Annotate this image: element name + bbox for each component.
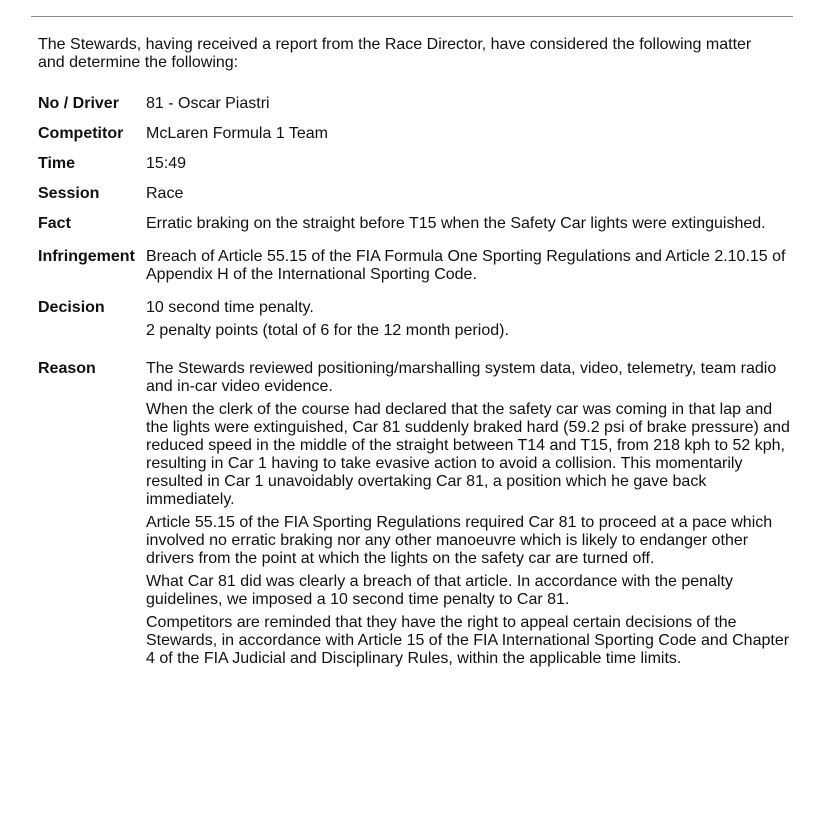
field-label: Reason <box>38 360 96 377</box>
field-label: Time <box>38 155 76 172</box>
field-label: Competitor <box>38 125 124 142</box>
intro-text: The Stewards, having received a report from the Race Director, have considered the following matter and determine the following: <box>38 36 752 71</box>
field-label: Session <box>38 185 100 202</box>
field-label: Decision <box>38 299 105 316</box>
field-label: No / Driver <box>38 95 119 112</box>
field-fact <box>38 214 798 233</box>
field-value: Erratic braking on the straight before T15 when the Safety Car lights were extinguished. <box>146 215 766 232</box>
decision-line: 2 penalty points (total of 6 for the 12 month period). <box>146 322 509 339</box>
field-infringement <box>38 247 798 284</box>
field-driver <box>38 94 798 113</box>
reason-paragraph: Competitors are reminded that they have the right to appeal certain decisions of the Stewards, in accordance with Article 15 of the FIA International Sporting Code and Chapter 4 of the FIA Judicial and Disciplinary Rules, within the applicable time limits. <box>146 614 790 667</box>
decision-fields <box>38 94 798 682</box>
field-decision <box>38 298 798 345</box>
field-value: McLaren Formula 1 Team <box>146 125 328 142</box>
field-value <box>146 359 798 668</box>
reason-paragraph: Article 55.15 of the FIA Sporting Regulations required Car 81 to proceed at a pace which involved no erratic braking nor any other manoeuvre which is likely to endanger other drivers from the point at which the lights on the safety car are turned off. <box>146 514 773 567</box>
field-session <box>38 184 798 203</box>
decision-line: 10 second time penalty. <box>146 299 314 316</box>
field-label: Fact <box>38 215 71 232</box>
header-divider <box>31 16 793 17</box>
field-time <box>38 154 798 173</box>
reason-paragraph: What Car 81 did was clearly a breach of that article. In accordance with the penalty guidelines, we imposed a 10 second time penalty to Car 81. <box>146 573 733 608</box>
field-competitor <box>38 124 798 143</box>
reason-paragraph: When the clerk of the course had declared that the safety car was coming in that lap and the lights were extinguished, Car 81 suddenly braked hard (59.2 psi of brake pressure) and reduced speed in the middle of the straight between T14 and T15, from 218 kph to 52 kph, resulting in Car 1 having to take evasive action to avoid a collision. This momentarily resulted in Car 1 unavoidably overtaking Car 81, a position which he gave back immediately. <box>146 401 790 508</box>
field-label: Infringement <box>38 248 135 265</box>
field-reason <box>38 359 798 668</box>
field-value: Breach of Article 55.15 of the FIA Formula One Sporting Regulations and Article 2.10.15 of Appendix H of the International Sporting Code. <box>146 248 786 283</box>
field-value: 81 - Oscar Piastri <box>146 95 270 112</box>
field-value: 15:49 <box>146 155 187 172</box>
field-value <box>146 298 798 345</box>
reason-paragraph: The Stewards reviewed positioning/marshalling system data, video, telemetry, team radio and in-car video evidence. <box>146 360 777 395</box>
field-value: Race <box>146 185 184 202</box>
